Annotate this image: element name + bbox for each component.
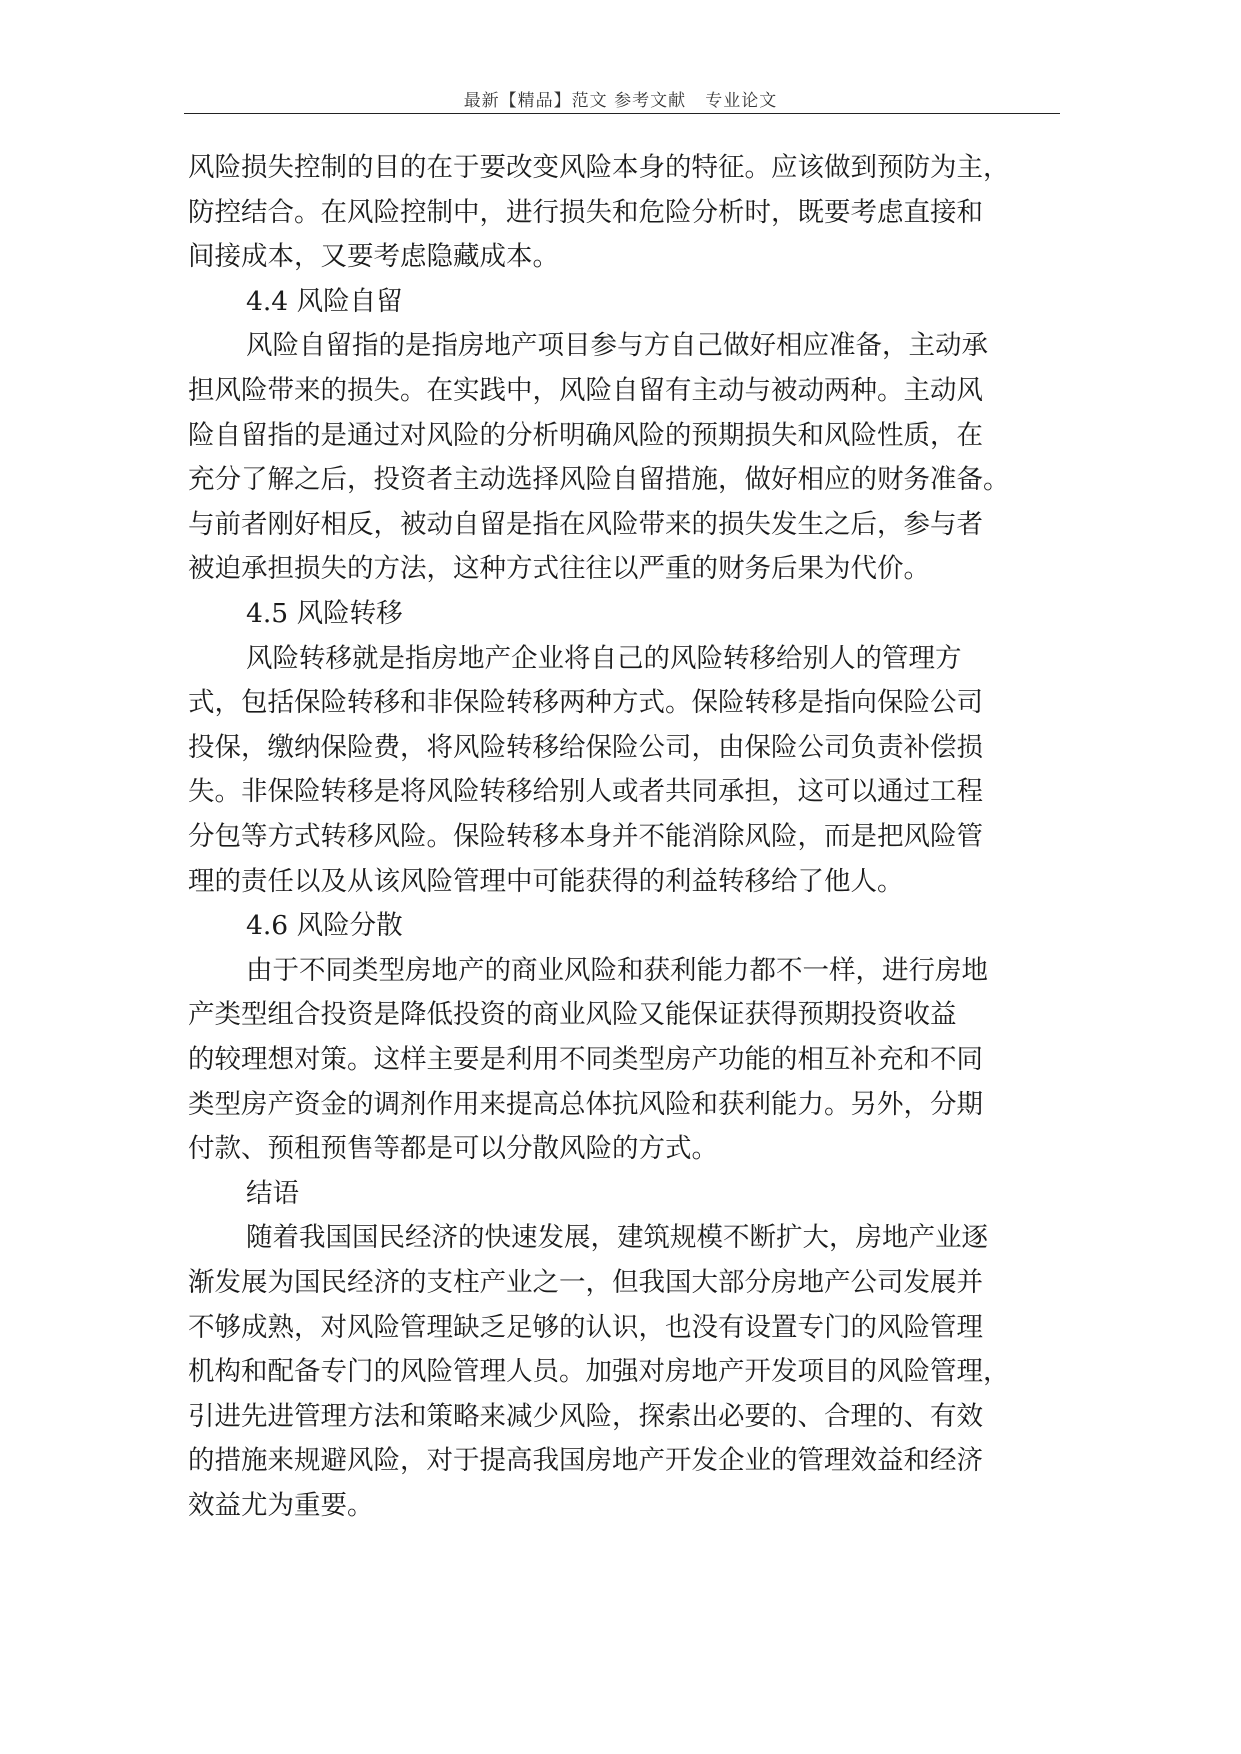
- paragraph-line: 投保，缴纳保险费，将风险转移给保险公司，由保险公司负责补偿损: [188, 731, 983, 763]
- paragraph-line-indented: 随着我国国民经济的快速发展，建筑规模不断扩大，房地产业逐: [246, 1222, 988, 1254]
- paragraph-line-indented: 结语: [246, 1177, 299, 1209]
- paragraph-line: 不够成熟，对风险管理缺乏足够的认识，也没有设置专门的风险管理: [188, 1311, 983, 1343]
- paragraph-line-indented: 4.6 风险分散: [246, 910, 403, 942]
- paragraph-line: 理的责任以及从该风险管理中可能获得的利益转移给了他人。: [188, 865, 904, 897]
- paragraph-line: 的措施来规避风险，对于提高我国房地产开发企业的管理效益和经济: [188, 1445, 983, 1477]
- paragraph-line: 的较理想对策。这样主要是利用不同类型房产功能的相互补充和不同: [188, 1044, 983, 1075]
- header-divider: [184, 113, 1060, 114]
- paragraph-line: 效益尤为重要。: [188, 1490, 374, 1521]
- paragraph-line: 险自留指的是通过对风险的分析明确风险的预期损失和风险性质，在: [188, 419, 983, 451]
- paragraph-line: 充分了解之后，投资者主动选择风险自留措施，做好相应的财务准备。: [188, 464, 1010, 496]
- paragraph-line: 类型房产资金的调剂作用来提高总体抗风险和获利能力。另外，分期: [188, 1088, 983, 1120]
- paragraph-line: 失。非保险转移是将风险转移给别人或者共同承担，这可以通过工程: [188, 776, 983, 808]
- paragraph-line: 分包等方式转移风险。保险转移本身并不能消除风险，而是把风险管: [188, 821, 983, 852]
- paragraph-line: 引进先进管理方法和策略来减少风险，探索出必要的、合理的、有效: [188, 1400, 983, 1432]
- paragraph-line-indented: 4.5 风险转移: [246, 598, 403, 629]
- page-header: 最新【精品】范文 参考文献 专业论文: [463, 91, 778, 111]
- paragraph-line: 机构和配备专门的风险管理人员。加强对房地产开发项目的风险管理，: [188, 1356, 1010, 1388]
- paragraph-line: 产类型组合投资是降低投资的商业风险又能保证获得预期投资收益: [188, 999, 957, 1031]
- paragraph-line: 付款、预租预售等都是可以分散风险的方式。: [188, 1133, 718, 1165]
- paragraph-line: 被迫承担损失的方法，这种方式往往以严重的财务后果为代价。: [188, 553, 930, 585]
- paragraph-line: 担风险带来的损失。在实践中，风险自留有主动与被动两种。主动风: [188, 375, 983, 406]
- paragraph-line: 渐发展为国民经济的支柱产业之一，但我国大部分房地产公司发展并: [188, 1267, 983, 1298]
- paragraph-line-indented: 由于不同类型房地产的商业风险和获利能力都不一样，进行房地: [246, 954, 988, 986]
- paragraph-line-indented: 风险转移就是指房地产企业将自己的风险转移给别人的管理方: [246, 642, 962, 674]
- paragraph-line: 间接成本，又要考虑隐藏成本。: [188, 241, 559, 273]
- paragraph-line: 式，包括保险转移和非保险转移两种方式。保险转移是指向保险公司: [188, 687, 983, 719]
- paragraph-line-indented: 4.4 风险自留: [246, 285, 403, 317]
- paragraph-line: 与前者刚好相反，被动自留是指在风险带来的损失发生之后，参与者: [188, 508, 983, 540]
- paragraph-line: 防控结合。在风险控制中，进行损失和危险分析时，既要考虑直接和: [188, 196, 983, 228]
- paragraph-line: 风险损失控制的目的在于要改变风险本身的特征。应该做到预防为主，: [188, 152, 1010, 183]
- paragraph-line-indented: 风险自留指的是指房地产项目参与方自己做好相应准备，主动承: [246, 330, 988, 362]
